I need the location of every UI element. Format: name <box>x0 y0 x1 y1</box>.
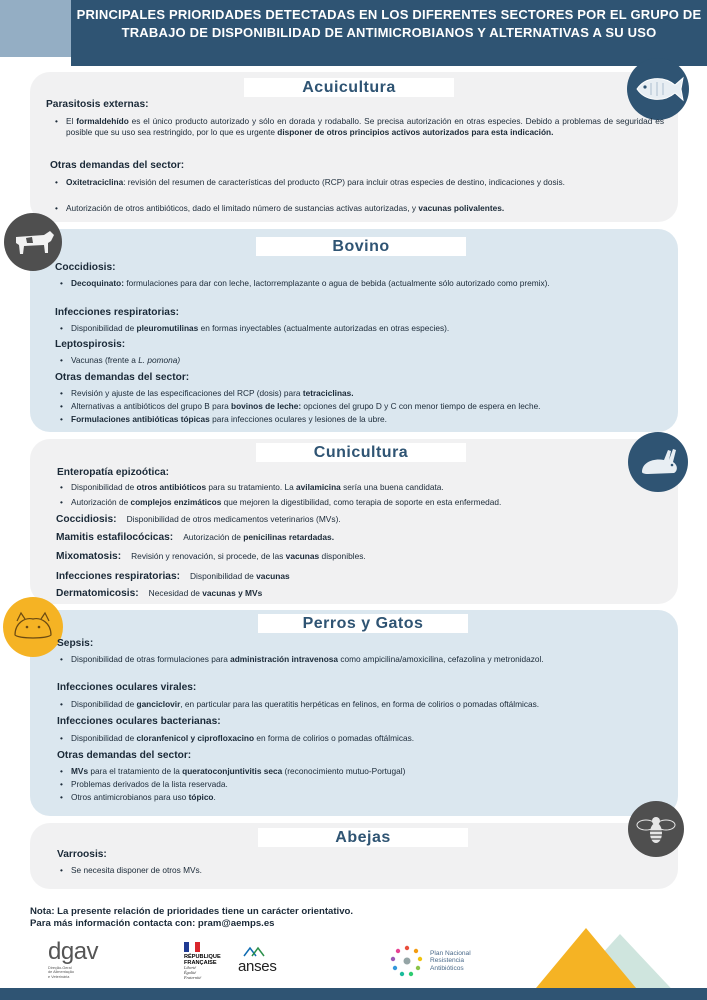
subtitle-varroosis: Varroosis: <box>57 849 107 860</box>
page-title: PRINCIPALES PRIORIDADES DETECTADAS EN LOS DIFERENTES SECTORES POR EL GRUPO DE TRABAJO DE DISPONIBILIDAD DE ANTIMICROBIANOS Y ALTERNATIVAS A SU USO <box>76 7 702 40</box>
section-title-abejas: Abejas <box>258 828 468 847</box>
subtitle-infecciones-respiratorias: Infecciones respiratorias: <box>55 307 179 318</box>
subtitle-otras-demandas: Otras demandas del sector: <box>50 160 185 171</box>
section-title-bovino: Bovino <box>256 237 466 256</box>
section-title-acuicultura: Acuicultura <box>244 78 454 97</box>
subtitle-enteropatia-epizootica: Enteropatía epizoótica: <box>57 467 170 478</box>
list-item: • Disponibilidad de otros antibióticos para su tratamiento. La avilamicina sería una buena candidata. <box>57 482 667 493</box>
line-mixomatosis: Mixomatosis: Revisión y renovación, si procede, de las vacunas disponibles. <box>56 551 366 562</box>
list-item: • Autorización de otros antibióticos, dado el limitado número de sustancias activas autorizadas, y vacunas polivalentes. <box>52 203 664 214</box>
subtitle-sepsis: Sepsis: <box>57 638 94 649</box>
subtitle-coccidiosis: Coccidiosis: <box>55 262 116 273</box>
list-item: • MVs para el tratamiento de la queratoconjuntivitis seca (reconocimiento mutuo-Portugal) <box>57 766 667 777</box>
bee-icon <box>628 801 684 857</box>
note-contact-line: Para más información contacta con: pram@aemps.es <box>30 917 275 929</box>
list-item: • Revisión y ajuste de las especificaciones del RCP (dosis) para tetraciclinas. <box>57 388 667 399</box>
cow-icon <box>4 213 62 271</box>
list-item: • Disponibilidad de ganciclovir, en particular para las queratitis herpéticas en felinos, en forma de colirios o pomadas oftálmicas. <box>57 699 667 710</box>
plan-nacional-mark-icon <box>390 944 424 978</box>
subtitle-infecciones-oculares-bacterianas: Infecciones oculares bacterianas: <box>57 716 221 727</box>
list-item: • Oxitetraciclina: revisión del resumen de características del producto (RCP) para incluir otras especies de destino, indicaciones y dosis. <box>52 177 664 188</box>
subtitle-otras-demandas: Otras demandas del sector: <box>57 750 192 761</box>
anses-logo: anses <box>238 946 277 975</box>
list-item: • Decoquinato: formulaciones para dar con leche, lactorremplazante o agua de bebida (actualmente sólo autorizado como premix). <box>57 278 667 289</box>
footer-note <box>30 906 353 929</box>
subtitle-parasitosis-externas: Parasitosis externas: <box>46 99 149 110</box>
list-item: • Alternativas a antibióticos del grupo B para bovinos de leche: opciones del grupo D y C con menor tiempo de espera en leche. <box>57 401 667 412</box>
subtitle-leptospirosis: Leptospirosis: <box>55 339 126 350</box>
dog-cat-icon <box>3 597 63 657</box>
list-item: • Disponibilidad de otras formulaciones para administración intravenosa como ampicilina/amoxicilina, cefazolina y metronidazol. <box>57 654 667 665</box>
plan-nacional-logo: Plan Nacional Resistencia Antibióticos <box>390 944 471 978</box>
note-line-1: Nota: La presente relación de prioridades tiene un carácter orientativo. <box>30 906 354 917</box>
list-item: • Autorización de complejos enzimáticos que mejoren la digestibilidad, como terapia de soporte en esta enfermedad. <box>57 497 667 508</box>
list-item: • Vacunas (frente a L. pomona) <box>57 355 667 366</box>
list-item: • Formulaciones antibióticas tópicas para infecciones oculares y lesiones de la ubre. <box>57 414 667 425</box>
subtitle-otras-demandas: Otras demandas del sector: <box>55 372 190 383</box>
header-accent-block <box>0 0 71 57</box>
footer-bar <box>0 988 707 1000</box>
subtitle-infecciones-oculares-virales: Infecciones oculares virales: <box>57 682 197 693</box>
list-item: • Problemas derivados de la lista reservada. <box>57 779 667 790</box>
list-item: • Otros antimicrobianos para uso tópico. <box>57 792 667 803</box>
french-flag-icon <box>184 942 200 952</box>
republique-francaise-logo: RÉPUBLIQUE FRANÇAISE Liberté Égalité Fraternité <box>184 942 221 980</box>
list-item: • Disponibilidad de cloranfenicol y ciprofloxacino en forma de colirios o pomadas oftálmicas. <box>57 733 667 744</box>
line-mamitis: Mamitis estafilocócicas: Autorización de penicilinas retardadas. <box>56 532 335 543</box>
line-infecciones-respiratorias: Infecciones respiratorias: Disponibilidad de vacunas <box>56 571 290 582</box>
fish-icon <box>627 58 689 120</box>
list-item: • Disponibilidad de pleuromutilinas en formas inyectables (actualmente autorizadas en otras especies). <box>57 323 667 334</box>
anses-mark-icon <box>242 946 268 958</box>
header-banner <box>71 0 707 66</box>
section-title-perros-gatos: Perros y Gatos <box>258 614 468 633</box>
dgav-logo: dgav Direção-Geral de Alimentação e Veterinária <box>48 938 99 979</box>
list-item: • El formaldehído es el único producto autorizado y sólo en dorada y rodaballo. Se precisa autorización en otras especies. Debido a problemas de seguridad es posible que su uso sea restringido, por lo que es urgente disponer de otros principios activos autorizados para esta indicación. <box>52 116 664 139</box>
section-title-cunicultura: Cunicultura <box>256 443 466 462</box>
line-dermatomicosis: Dermatomicosis: Necesidad de vacunas y MVs <box>56 588 263 599</box>
list-item: • Se necesita disponer de otros MVs. <box>57 865 667 876</box>
line-coccidiosis: Coccidiosis: Disponibilidad de otros medicamentos veterinarios (MVs). <box>56 514 341 525</box>
